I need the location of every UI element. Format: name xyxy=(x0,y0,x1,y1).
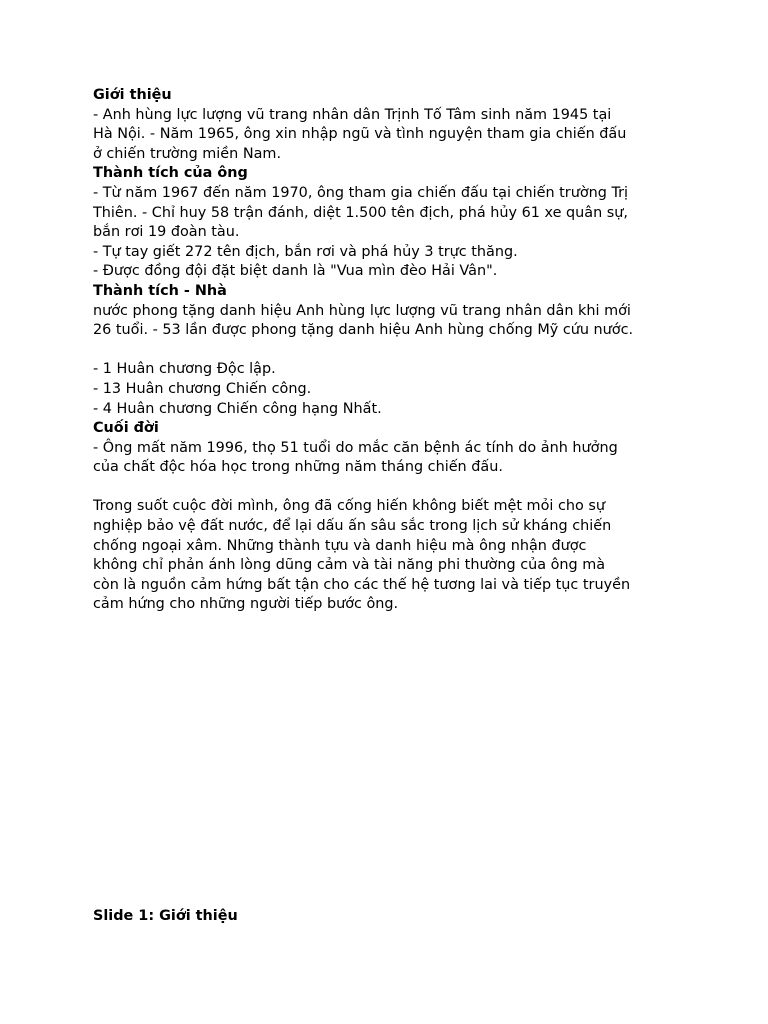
blank-line xyxy=(93,478,683,498)
award-line: nước phong tặng danh hiệu Anh hùng lực lượng vũ trang nhân dân khi mới xyxy=(93,302,631,319)
conclusion-line: cảm hứng cho những người tiếp bước ông. xyxy=(93,596,399,613)
blank-line xyxy=(93,341,683,361)
later-life-line: - Ông mất năm 1996, thọ 51 tuổi do mắc căn bệnh ác tính do ảnh hưởng xyxy=(93,439,618,456)
heading-awards: Thành tích - Nhà xyxy=(93,282,227,299)
medal-line: - 13 Huân chương Chiến công. xyxy=(93,380,312,397)
conclusion-line: nghiệp bảo vệ đất nước, để lại dấu ấn sâu sắc trong lịch sử kháng chiến xyxy=(93,518,612,535)
medal-line: - 1 Huân chương Độc lập. xyxy=(93,361,276,378)
conclusion-line: không chỉ phản ánh lòng dũng cảm và tài năng phi thường của ông mà xyxy=(93,557,606,574)
achievement-line: - Được đồng đội đặt biệt danh là "Vua mìn đèo Hải Vân". xyxy=(93,263,498,280)
achievement-line: - Tự tay giết 272 tên địch, bắn rơi và phá hủy 3 trực thăng. xyxy=(93,243,518,260)
heading-achievements: Thành tích của ông xyxy=(93,165,248,182)
intro-line: Hà Nội. - Năm 1965, ông xin nhập ngũ và tình nguyện tham gia chiến đấu xyxy=(93,126,627,143)
achievement-line: bắn rơi 19 đoàn tàu. xyxy=(93,224,240,241)
conclusion-line: chống ngoại xâm. Những thành tựu và danh hiệu mà ông nhận được xyxy=(93,537,587,554)
medal-line: - 4 Huân chương Chiến công hạng Nhất. xyxy=(93,400,382,417)
conclusion-line: còn là nguồn cảm hứng bất tận cho các thế hệ tương lai và tiếp tục truyền xyxy=(93,576,631,593)
slide-title: Slide 1: Giới thiệu xyxy=(93,908,238,924)
conclusion-line: Trong suốt cuộc đời mình, ông đã cống hiến không biết mệt mỏi cho sự xyxy=(93,498,605,515)
heading-intro: Giới thiệu xyxy=(93,87,172,103)
achievement-line: - Từ năm 1967 đến năm 1970, ông tham gia chiến đấu tại chiến trường Trị xyxy=(93,184,629,201)
document-body xyxy=(93,86,683,615)
later-life-line: của chất độc hóa học trong những năm tháng chiến đấu. xyxy=(93,459,503,476)
heading-later-life: Cuối đời xyxy=(93,420,159,437)
intro-line: - Anh hùng lực lượng vũ trang nhân dân Trịnh Tố Tâm sinh năm 1945 tại xyxy=(93,106,612,123)
achievement-line: Thiên. - Chỉ huy 58 trận đánh, diệt 1.500 tên địch, phá hủy 61 xe quân sự, xyxy=(93,204,628,221)
award-line: 26 tuổi. - 53 lần được phong tặng danh hiệu Anh hùng chống Mỹ cứu nước. xyxy=(93,322,634,339)
intro-line: ở chiến trường miền Nam. xyxy=(93,145,282,162)
